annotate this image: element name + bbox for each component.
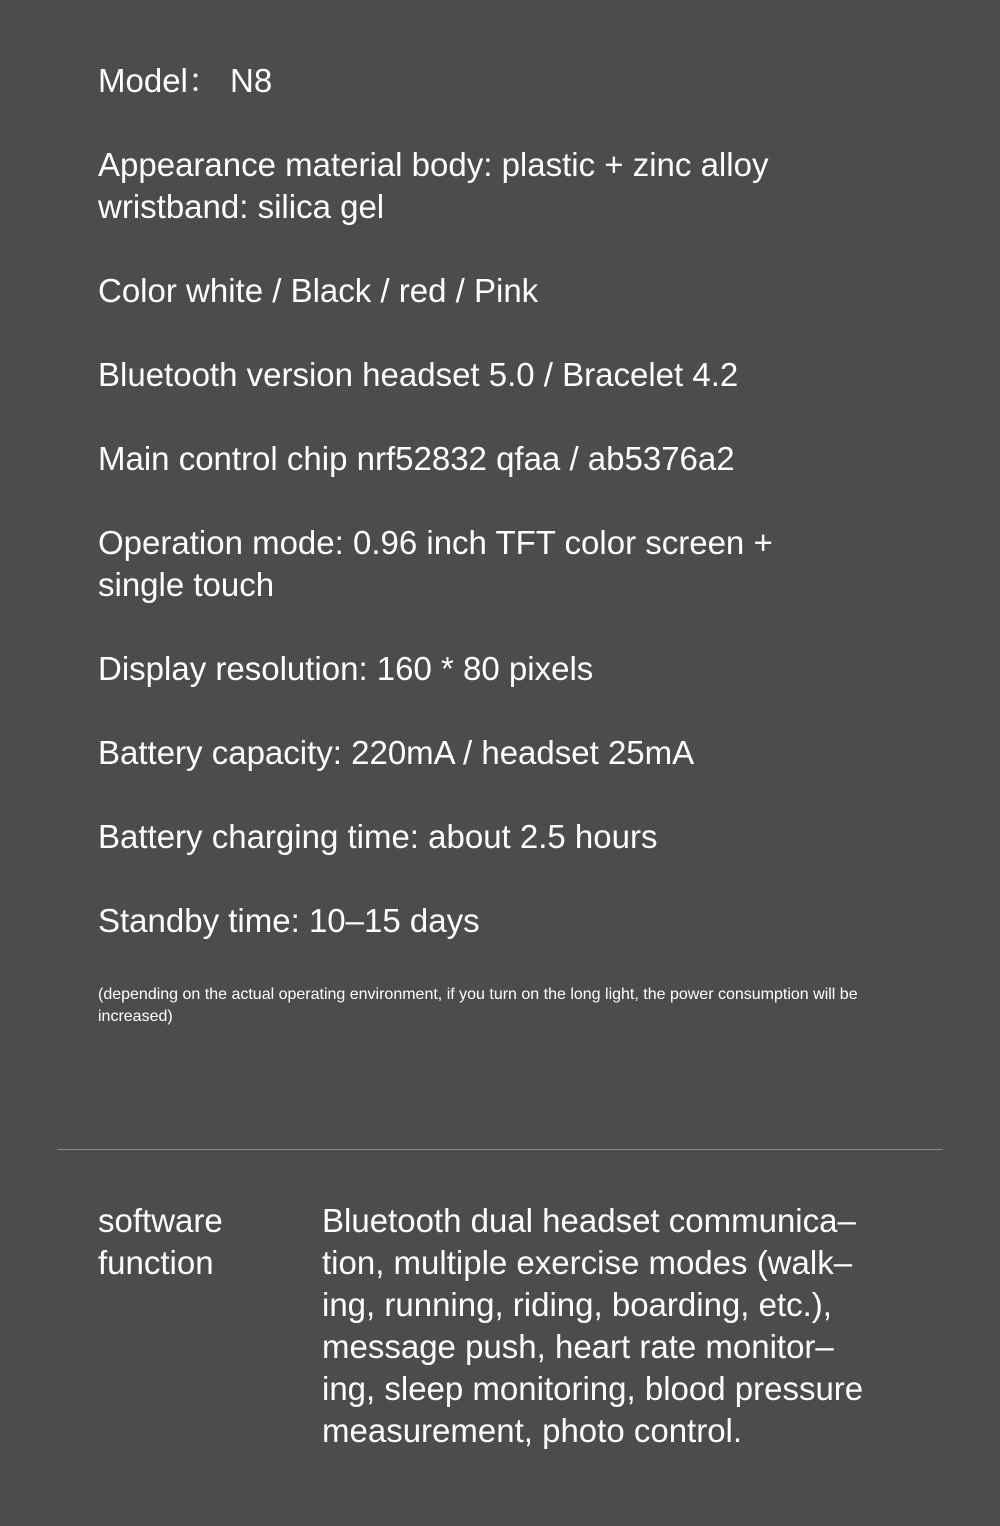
software-function-label: software function (98, 1202, 223, 1281)
spec-charging-time: Battery charging time: about 2.5 hours (98, 818, 658, 855)
spec-main-control-chip: Main control chip nrf52832 qfaa / ab5376a2 (98, 440, 735, 477)
spec-display-resolution: Display resolution: 160 * 80 pixels (98, 650, 594, 687)
spec-bluetooth-version: Bluetooth version headset 5.0 / Bracelet 4.2 (98, 356, 739, 393)
spec-standby-time: Standby time: 10–15 days (98, 902, 480, 939)
spec-battery-capacity: Battery capacity: 220mA / headset 25mA (98, 734, 695, 771)
spec-color: Color white / Black / red / Pink (98, 272, 539, 309)
spec-model: Model： N8 (98, 62, 273, 99)
standby-footnote: (depending on the actual operating environment, if you turn on the long light, the power consumption will be increased) (98, 986, 858, 1025)
software-function-description: Bluetooth dual headset communica– tion, multiple exercise modes (walk– ing, running, riding, boarding, etc.), message push, heart rate monitor– ing, sleep monitoring, blood pressure measurement, photo control. (322, 1202, 864, 1449)
spec-operation-mode: Operation mode: 0.96 inch TFT color screen + single touch (98, 524, 773, 603)
section-divider (57, 1149, 943, 1150)
spec-list (98, 60, 918, 984)
spec-appearance-material: Appearance material body: plastic + zinc alloy wristband: silica gel (98, 146, 769, 225)
